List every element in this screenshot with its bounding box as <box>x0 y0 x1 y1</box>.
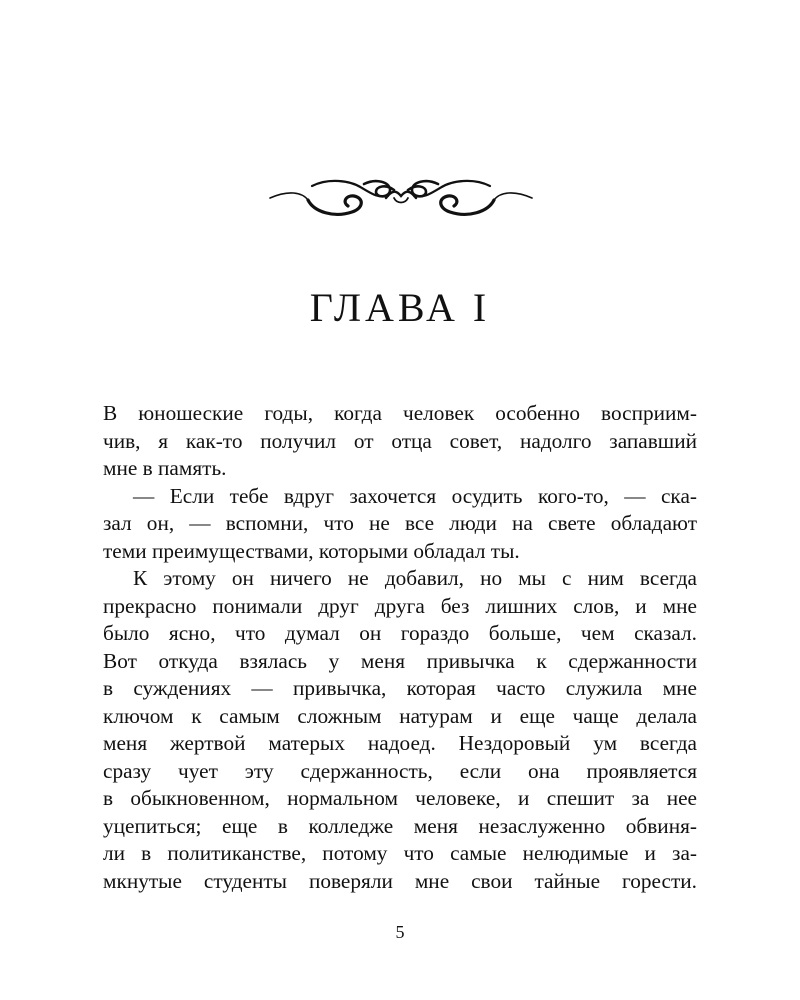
text-line: сразу чует эту сдержанность, если она проявляется <box>103 758 697 783</box>
text-line: ключом к самым сложным натурам и еще чаще делала <box>103 703 697 728</box>
text-line: К этому он ничего не добавил, но мы с ним всегда <box>133 566 697 590</box>
text-line: теми преимуществами, которыми обладал ты. <box>103 538 520 563</box>
flourish-ornament-icon <box>268 168 534 230</box>
page-number: 5 <box>395 922 405 942</box>
text-line: — Если тебе вдруг захочется осудить кого-то, — ска- <box>133 483 697 508</box>
text-line: мне в память. <box>103 456 227 480</box>
text-line: Вот откуда взялась у меня привычка к сдержанности <box>103 648 697 673</box>
text-line: было ясно, что думал он гораздо больше, чем сказал. <box>103 621 697 645</box>
text-line: уцепиться; еще в колледже меня незаслуженно обвиня- <box>103 813 697 838</box>
text-line: чив, я как-то получил от отца совет, надолго запавший <box>103 428 697 453</box>
text-line: в обыкновенном, нормальном человеке, и спешит за нее <box>103 786 697 810</box>
text-line: меня жертвой матерых надоед. Нездоровый ум всегда <box>103 731 697 755</box>
text-line: мкнутые студенты поверяли мне свои тайные горести. <box>103 868 697 893</box>
body-text <box>103 400 697 895</box>
chapter-title: ГЛАВА I <box>309 285 491 330</box>
text-line: в суждениях — привычка, которая часто служила мне <box>103 676 697 700</box>
text-line: ли в политиканстве, потому что самые нелюдимые и за- <box>103 841 697 865</box>
text-line: прекрасно понимали друг друга без лишних слов, и мне <box>103 593 697 618</box>
text-line: В юношеские годы, когда человек особенно восприим- <box>103 401 697 425</box>
text-line: зал он, — вспомни, что не все люди на свете обладают <box>103 511 697 535</box>
